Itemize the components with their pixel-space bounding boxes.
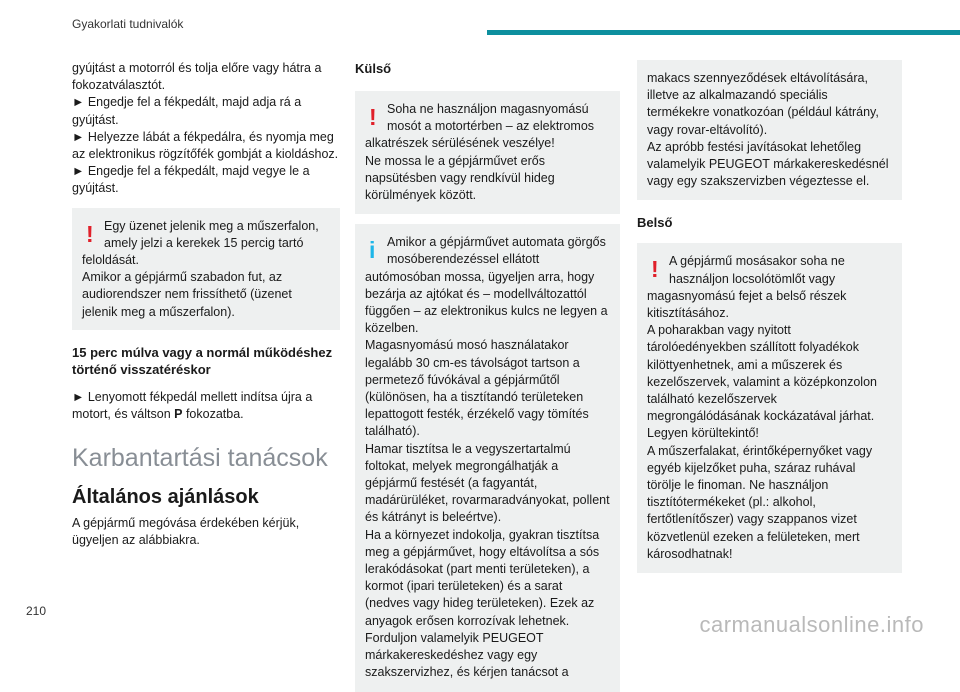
subheading-15min: 15 perc múlva vagy a normál működéshez történő visszatéréskor [72,344,333,377]
heading-exterior: Külső [355,61,392,76]
intro-step-1: ► Engedje fel a fékpedált, majd adja rá a gyújtást. [72,95,302,127]
section-title: Karbantartási tanácsok [72,444,328,473]
info-text: autómosóban mossa, ügyeljen arra, hogy bezárja az ajtókat és – modellváltozattól függően – az elektronikus kulcs ne legyen a közelben. Magasnyomású mosó használatakor legalább 30 cm-es távolságot tartson a permetező fúvókával a gépjárműtől (különösen, ha a tisztítandó területeken lepattogott festék, érzékelő vagy tömítés található). Hamar tisztítsa le a vegyszertartalmú foltokat, melyek megrongálhatják a gépjármű festését (a fagyantát, madárürüléket, rovarmaradványokat, pollent és kátrányt is beleértve). Ha a környezet indokolja, gyakran tisztítsa meg a gépjárművet, hogy eltávolítsa a sós lerakódásokat (part menti területeken), a kormot (ipari területeken) és a sarat (nedves vagy hideg területeken). Ezek az anyagok erősen korrozívak lehetnek. Forduljon valamelyik PEUGEOT márkakereskedéshez vagy egy szakszervizhez, és kérjen tanácsot a [365,269,610,680]
warning-text-first: Soha ne használjon magasnyomású mosót a motortérben – az elektromos [387,102,595,134]
info-icon: i [369,237,376,264]
intro-para-1: gyújtást a motorról és tolja előre vagy hátra a fokozatválasztót. [72,61,322,93]
warning-box [72,208,340,330]
restart-text-end: fokozatba. [182,407,244,422]
info-text-first: Amikor a gépjárművet automata görgős mosóberendezéssel ellátott [387,235,606,267]
running-header: Gyakorlati tudnivalók [72,17,184,31]
warning-icon: ! [369,104,377,130]
page-number: 210 [26,604,47,618]
continued-text: makacs szennyeződések eltávolítására, illetve az alkalmazandó speciális termékekre vonatkozóan (például kátrány, vagy rovar-eltávolító). Az apróbb festési javításokat lehetőleg valamelyik PEUGEOT márkakereskedésnél vagy egy szakszervizben végeztesse el. [647,71,889,189]
warning-box [355,91,620,214]
warning-text-first: A gépjármű mosásakor soha ne használjon locsolótömlőt vagy [669,254,845,286]
gear-p-label: P [174,407,183,422]
column-1 [72,60,340,550]
warning-text-first: Egy üzenet jelenik meg a műszerfalon, amely jelzi a kerekek 15 percig tartó [104,218,319,250]
general-title: Általános ajánlások [72,486,259,509]
general-text: A gépjármű megóvása érdekében kérjük, ügyeljen az alábbiakra. [72,516,300,548]
restart-step [72,389,340,423]
heading-interior: Belső [637,215,673,231]
intro-step-2: ► Helyezze lábát a fékpedálra, és nyomja meg az elektronikus rögzítőfék gombját a kioldáshoz. [72,129,339,162]
intro-step-3: ► Engedje fel a fékpedált, majd vegye le a gyújtást. [72,164,310,196]
warning-text: magasnyomású fejet a belső részek kitisztításához. A poharakban vagy nyitott tárolóedényekben szállított folyadékok kilöttyenhetnek, ami a műszerek és kezelőszervek, valamint a középkonzolon található kezelőszervek megrongálódásának kockázatával járhat. Legyen körültekintő! A műszerfalakat, érintőképernyőket vagy egyéb kijelzőket puha, száraz ruhával törölje le finoman. Ne használjon tisztítótermékeket (pl.: alkohol, fertőtlenítőszer) vagy szappanos vizet közvetlenül ezeken a felületeken, mert károsodhatnak! [647,288,877,561]
warning-text: alkatrészek sérülésének veszélye! Ne mossa le a gépjárművet erős napsütésben vagy rendkívül hideg körülmények között. [365,136,555,203]
header-accent-bar [487,30,960,35]
warning-text: feloldását. Amikor a gépjármű szabadon fut, az audiorendszer nem frissíthető (üzenet jelenik meg a műszerfalon). [82,253,292,319]
warning-icon: ! [651,256,659,283]
continued-box [637,60,902,200]
restart-text: ► Lenyomott fékpedál mellett indítsa újra a motort, és váltson [72,389,313,422]
warning-box [637,243,902,573]
column-3 [637,60,902,573]
warning-icon: ! [86,220,94,247]
column-2 [355,60,620,692]
info-box [355,224,620,691]
watermark: carmanualsonline.info [699,612,924,637]
